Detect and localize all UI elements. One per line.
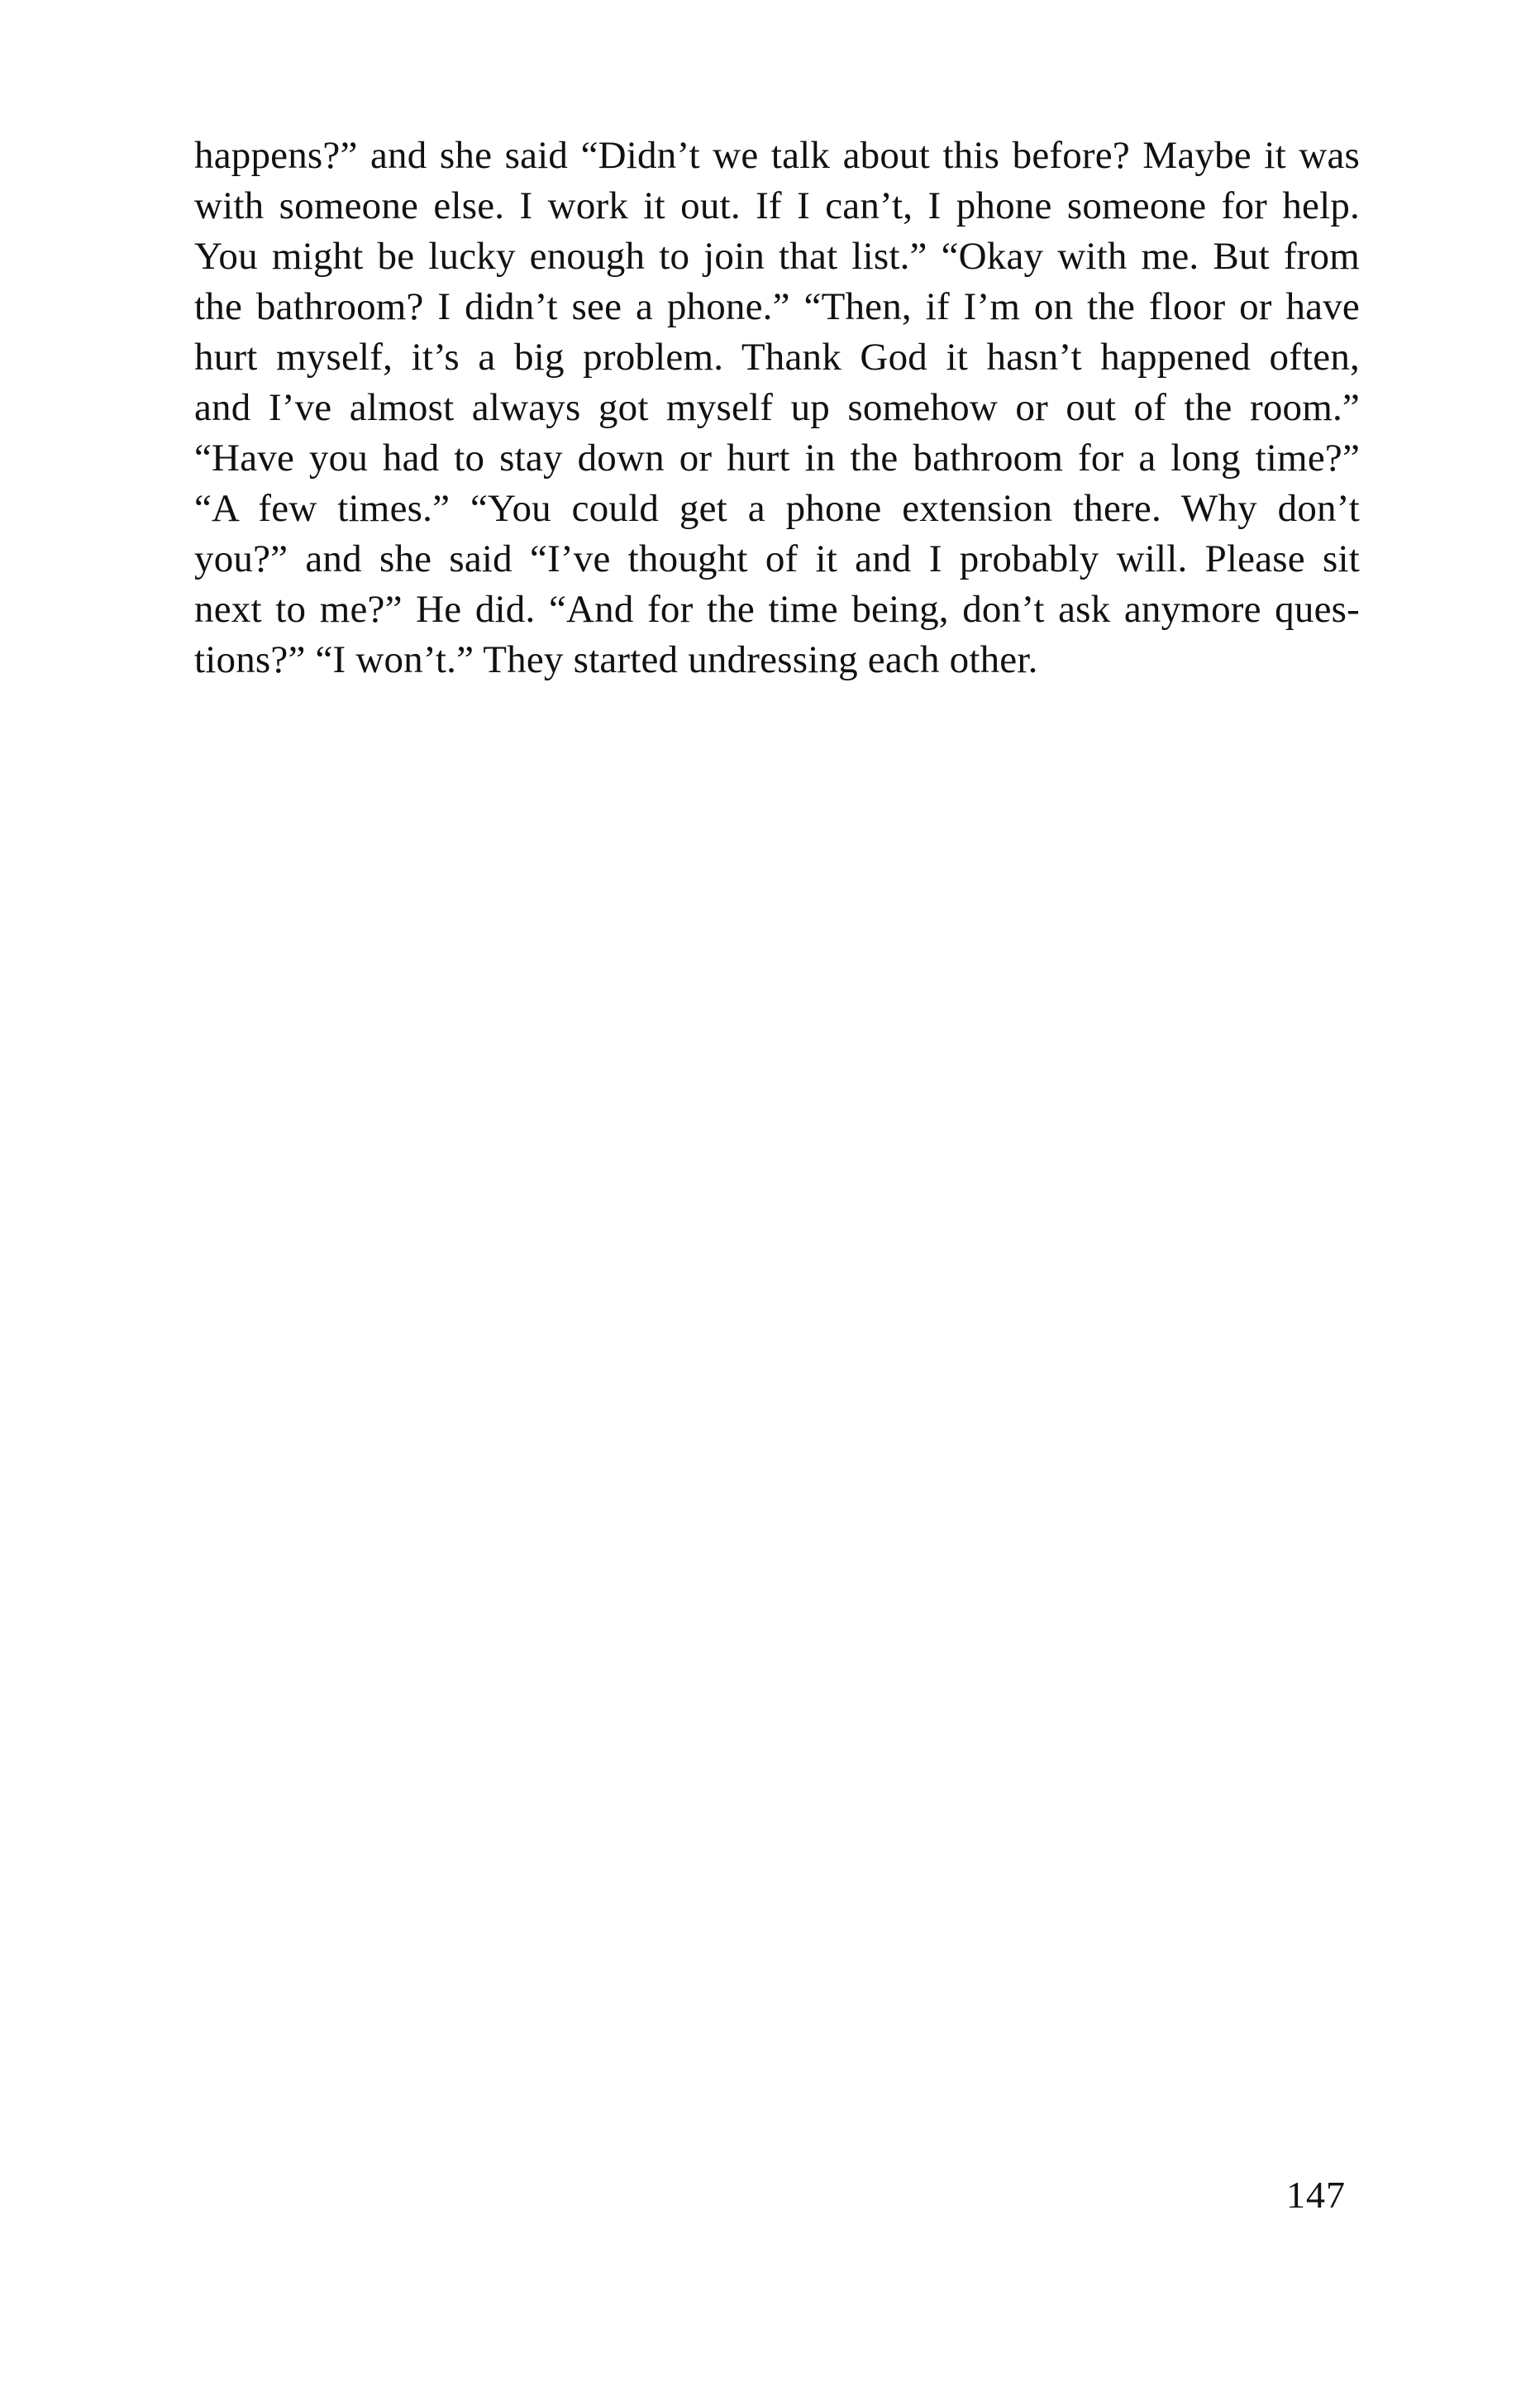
text-line: You might be lucky enough to join that list.” “Okay with me. But from — [194, 235, 1360, 278]
text-line: “Have you had to stay down or hurt in the bathroom for a long time?” — [194, 437, 1360, 480]
page-number: 147 — [1286, 2174, 1346, 2216]
text-line: “A few times.” “You could get a phone extension there. Why don’t — [194, 487, 1360, 530]
body-text — [194, 131, 1360, 685]
text-line: and I’ve almost always got myself up somehow or out of the room.” — [194, 386, 1360, 429]
text-line: you?” and she said “I’ve thought of it and I probably will. Please sit — [194, 537, 1360, 580]
text-line: hurt myself, it’s a big problem. Thank God it hasn’t happened often, — [194, 336, 1360, 379]
text-line: the bathroom? I didn’t see a phone.” “Then, if I’m on the floor or have — [194, 285, 1360, 328]
text-line: tions?” “I won’t.” They started undressing each other. — [194, 638, 1038, 681]
text-line: happens?” and she said “Didn’t we talk about this before? Maybe it was — [194, 134, 1360, 177]
text-line: with someone else. I work it out. If I can’t, I phone someone for help. — [194, 184, 1360, 227]
text-line: next to me?” He did. “And for the time being, don’t ask anymore ques- — [194, 588, 1360, 631]
